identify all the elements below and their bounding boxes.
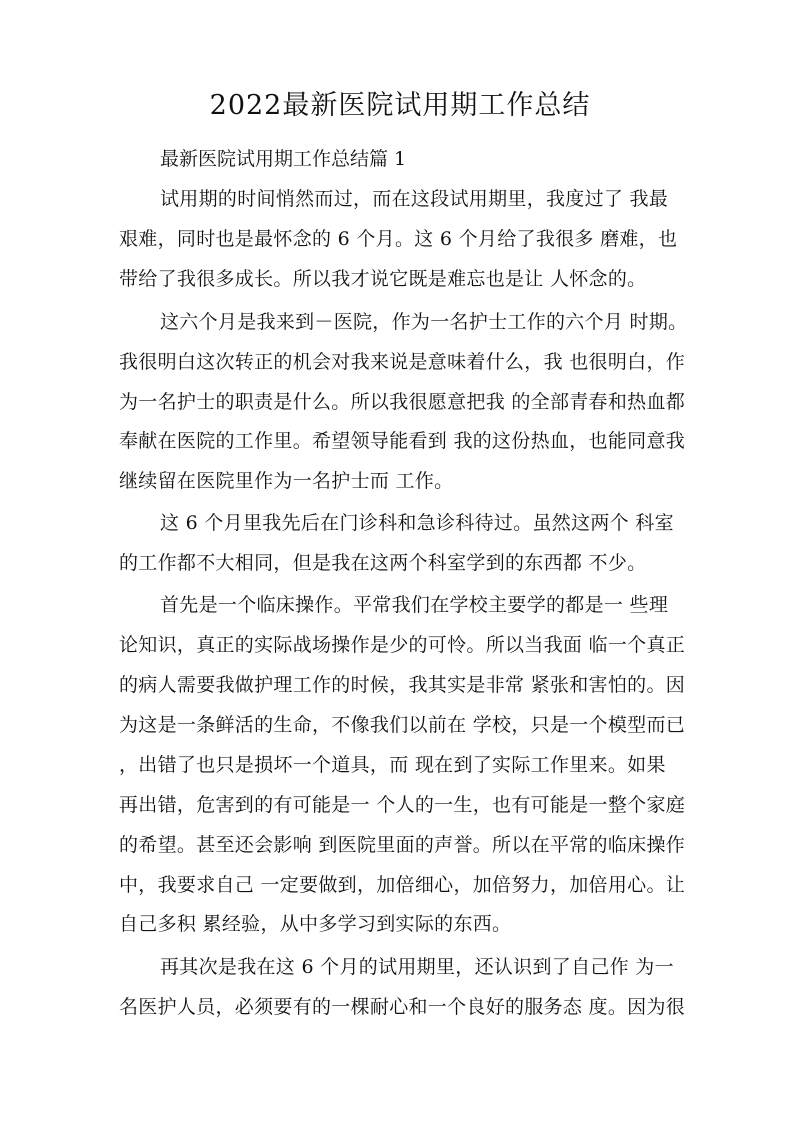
paragraph-4-line-3: 的病人需要我做护理工作的时候，我其实是非常 紧张和害怕的。因 [119, 674, 686, 696]
paragraph-3-line-1: 这 6 个月里我先后在门诊科和急诊科待过。虽然这两个 科室 [160, 512, 674, 534]
paragraph-4-line-6: 再出错，危害到的有可能是一 个人的一生，也有可能是一整个家庭 [119, 794, 686, 816]
paragraph-4-line-4: 为这是一条鲜活的生命，不像我们以前在 学校，只是一个模型而已 [119, 714, 686, 736]
paragraph-2-line-1: 这六个月是我来到－医院，作为一名护士工作的六个月 时期。 [160, 311, 688, 333]
paragraph-5-line-1: 再其次是我在这 6 个月的试用期里，还认识到了自己作 为一 [160, 956, 674, 978]
paragraph-4-line-5: ，出错了也只是损坏一个道具，而 现在到了实际工作里来。如果 [119, 754, 666, 776]
paragraph-4-line-8: 中，我要求自己 一定要做到，加倍细心，加倍努力，加倍用心。让 [119, 874, 686, 896]
paragraph-2-line-3: 为一名护士的职责是什么。所以我很愿意把我 的全部青春和热血都 [119, 391, 686, 413]
paragraph-2-line-4: 奉献在医院的工作里。希望领导能看到 我的这份热血，也能同意我 [119, 430, 686, 452]
paragraph-2-line-2: 我很明白这次转正的机会对我来说是意味着什么，我 也很明白，作 [119, 351, 686, 373]
document-subtitle: 最新医院试用期工作总结篇 1 [160, 148, 407, 170]
paragraph-4-line-2: 论知识，真正的实际战场操作是少的可怜。所以当我面 临一个真正 [119, 634, 686, 656]
paragraph-2-line-5: 继续留在医院里作为一名护士而 工作。 [119, 470, 454, 492]
document-title: 2022最新医院试用期工作总结 [209, 90, 591, 121]
paragraph-5-line-2: 名医护人员，必须要有的一棵耐心和一个良好的服务态 度。因为很 [119, 996, 686, 1018]
paragraph-4-line-9: 自己多积 累经验，从中多学习到实际的东西。 [119, 913, 512, 935]
paragraph-4-line-1: 首先是一个临床操作。平常我们在学校主要学的都是一 些理 [160, 594, 669, 616]
paragraph-3-line-2: 的工作都不大相同，但是我在这两个科室学到的东西都 不少。 [119, 552, 647, 574]
paragraph-4-line-7: 的希望。甚至还会影响 到医院里面的声誉。所以在平常的临床操作 [119, 834, 686, 856]
paragraph-1-line-3: 带给了我很多成长。所以我才说它既是难忘也是让 人怀念的。 [119, 268, 647, 290]
paragraph-1-line-1: 试用期的时间悄然而过，而在这段试用期里，我度过了 我最 [160, 188, 669, 210]
paragraph-1-line-2: 艰难，同时也是最怀念的 6 个月。这 6 个月给了我很多 磨难，也 [119, 228, 678, 250]
